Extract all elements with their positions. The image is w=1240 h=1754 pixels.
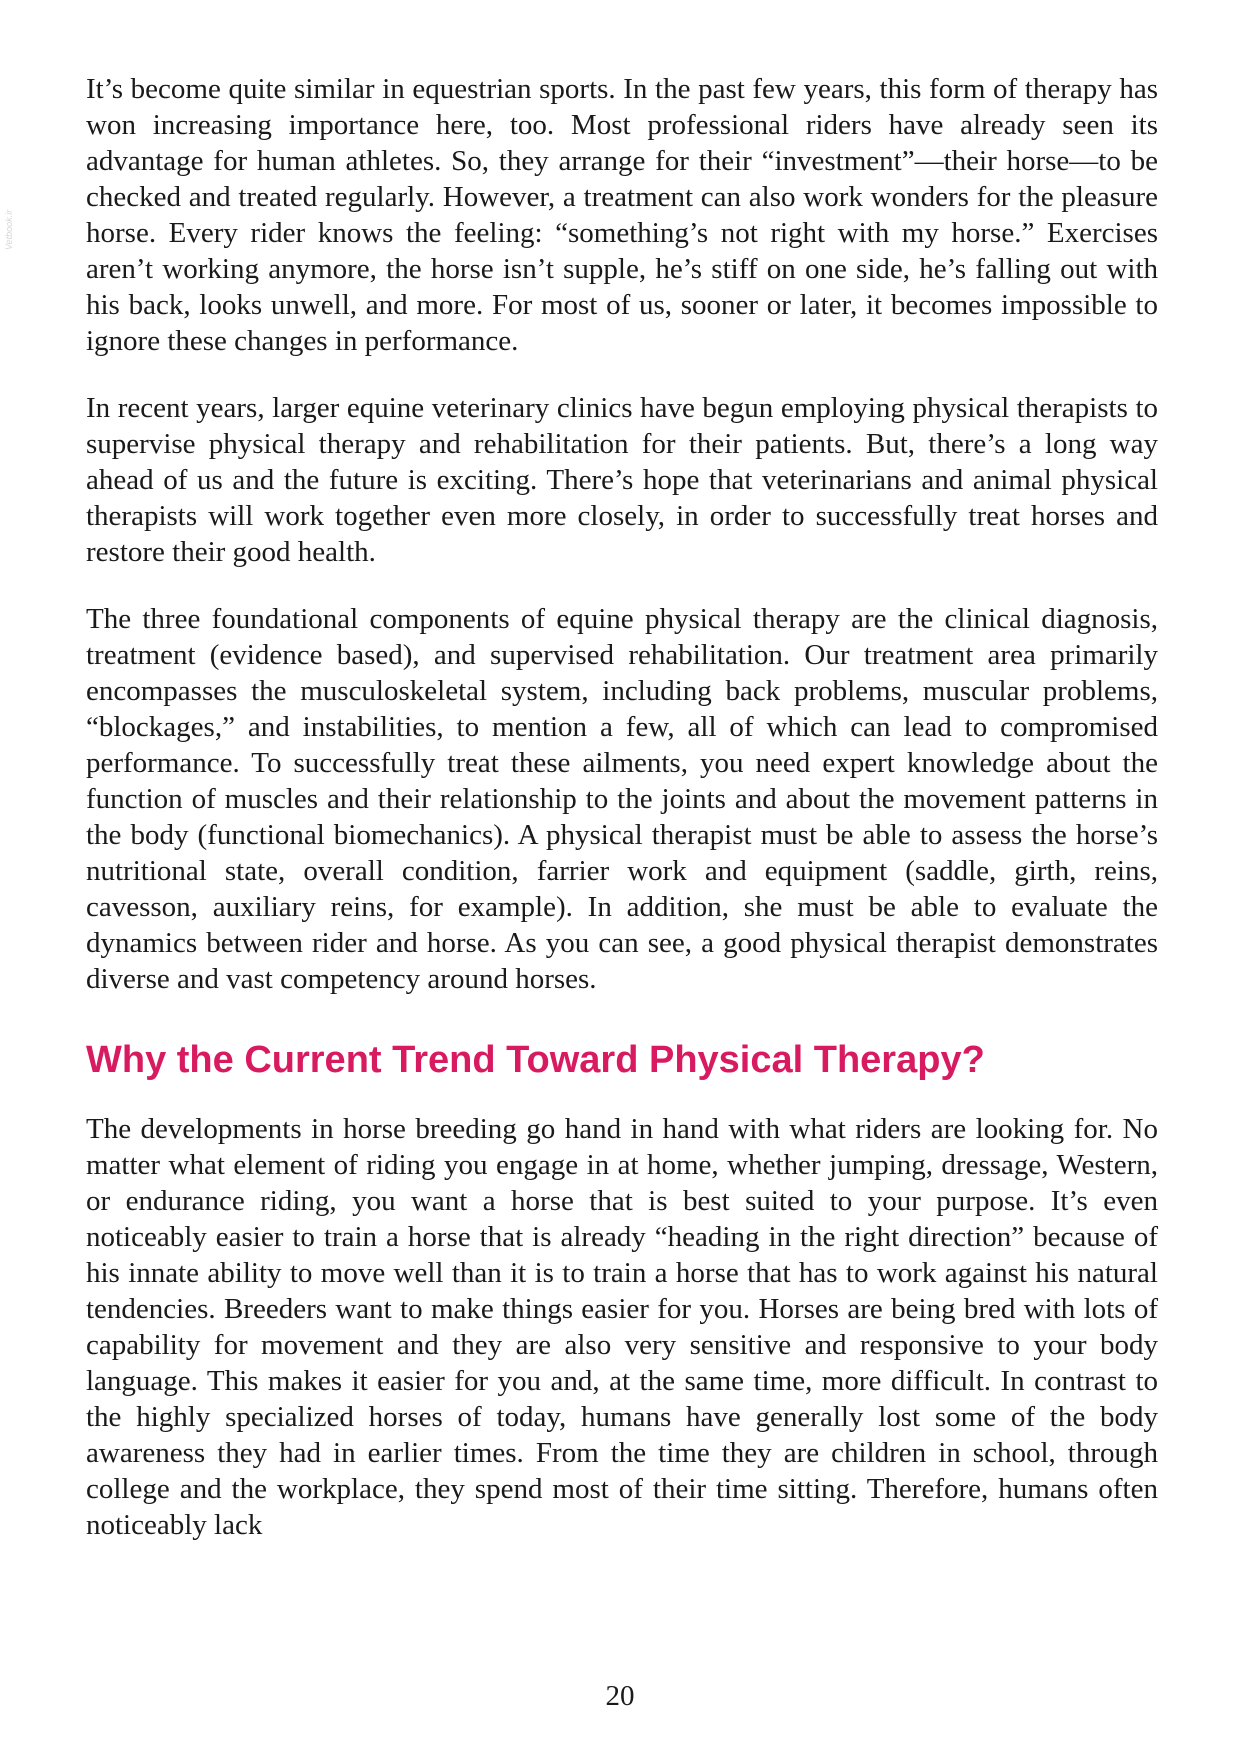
paragraph-veterinary-clinics: In recent years, larger equine veterinary clinics have begun employing physical therapists to supervise physical therapy and rehabilitation for their patients. But, there’s a long way ahead of us and the future is exciting. There’s hope that veterinarians and animal physical therapists will work together even more closely, in order to successfully treat horses and restore their good health. xyxy=(86,392,1158,568)
watermark-text: Vetbook.ir xyxy=(4,209,14,250)
paragraph-horse-breeding: The developments in horse breeding go hand in hand with what riders are looking for. No matter what element of riding you engage in at home, whether jumping, dressage, Western, or endurance riding, you want a horse that is best suited to your purpose. It’s even noticeably easier to train a horse that is already “heading in the right direction” because of his innate ability to move well than it is to train a horse that has to work against his natural tendencies. Breeders want to make things easier for you. Horses are being bred with lots of capability for movement and they are also very sensitive and responsive to your body language. This makes it easier for you and, at the same time, more difficult. In contrast to the highly specialized horses of today, humans have generally lost some of the body awareness they had in earlier times. From the time they are children in school, through college and the workplace, they spend most of their time sitting. Therefore, humans often noticeably lack xyxy=(86,1113,1158,1541)
paragraph-equestrian-sports: It’s become quite similar in equestrian sports. In the past few years, this form of therapy has won increasing importance here, too. Most professional riders have already seen its advantage for human athletes. So, they arrange for their “investment”—their horse—to be checked and treated regularly. However, a treatment can also work wonders for the pleasure horse. Every rider knows the feeling: “something’s not right with my horse.” Exercises aren’t working anymore, the horse isn’t supple, he’s stiff on one side, he’s falling out with his back, looks unwell, and more. For most of us, sooner or later, it becomes impossible to ignore these changes in performance. xyxy=(86,73,1158,357)
page-body xyxy=(86,71,1158,1574)
paragraph-foundational-components: The three foundational components of equine physical therapy are the clinical diagnosis, treatment (evidence based), and supervised rehabilitation. Our treatment area primarily encompasses the musculoskeletal system, including back problems, muscular problems, “blockages,” and instabilities, to mention a few, all of which can lead to compromised performance. To successfully treat these ailments, you need expert knowledge about the function of muscles and their relationship to the joints and about the movement patterns in the body (functional biomechanics). A physical therapist must be able to assess the horse’s nutritional state, overall condition, farrier work and equipment (saddle, girth, reins, cavesson, auxiliary reins, for example). In addition, she must be able to evaluate the dynamics between rider and horse. As you can see, a good physical therapist demonstrates diverse and vast competency around horses. xyxy=(86,603,1158,995)
section-heading: Why the Current Trend Toward Physical Therapy? xyxy=(86,1039,985,1081)
page-number: 20 xyxy=(605,1680,635,1712)
